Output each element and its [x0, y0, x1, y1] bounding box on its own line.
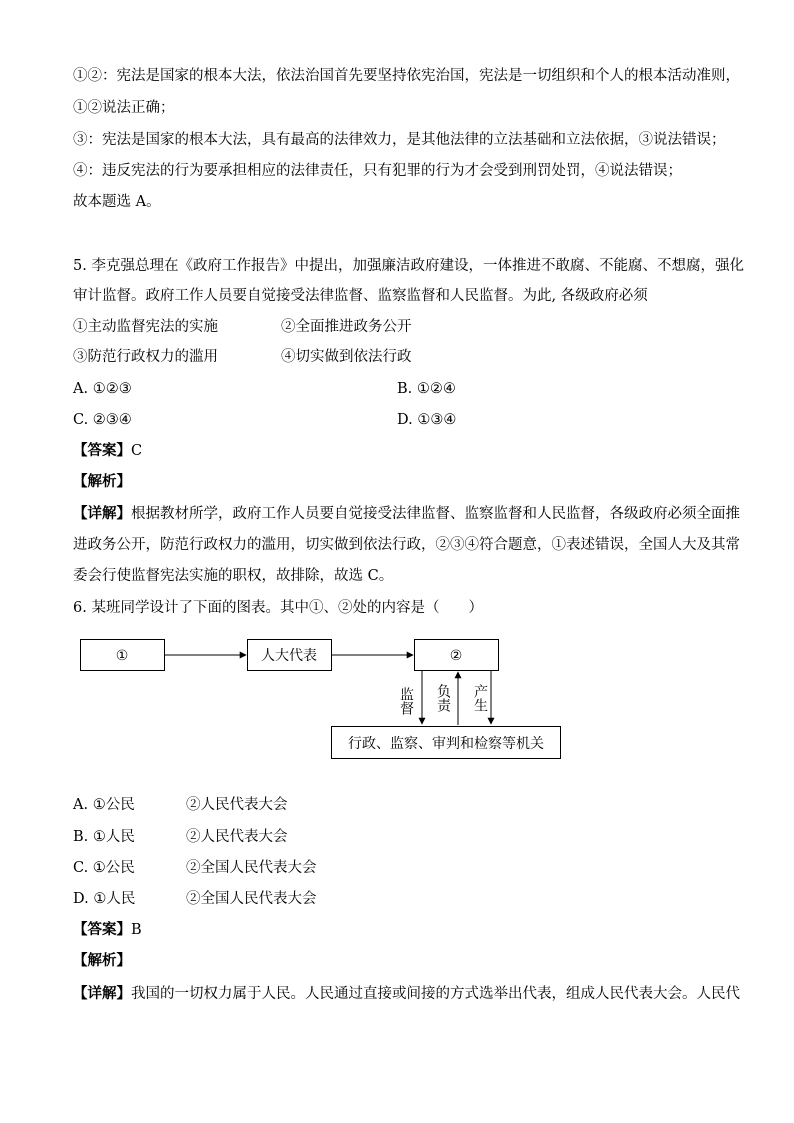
q5-item-1: ①主动监督宪法的实施 — [73, 319, 218, 335]
q6-option-d — [73, 889, 317, 909]
q5-answer-tag: 【答案】 — [73, 443, 131, 459]
q6-analysis — [73, 951, 131, 971]
q6-option-a-text: ②人民代表大会 — [186, 797, 288, 813]
q5-stem-line-2: 审计监督。政府工作人员要自觉接受法律监督、监察监督和人民监督。为此, 各级政府必须 — [73, 288, 648, 304]
q5-item-4: ④切实做到依法行政 — [281, 349, 412, 365]
diagram-box-deputies-label: 人大代表 — [261, 648, 317, 664]
q6-detail-text-1: 我国的一切权力属于人民。人民通过直接或间接的方式选举出代表，组成人民代表大会。人民代 — [131, 986, 740, 1002]
q5-detail-line-3: 委会行使监督宪法实施的职权，故排除，故选 C。 — [73, 568, 394, 584]
diagram-box-2-label: ② — [449, 648, 463, 664]
q6-analysis-tag: 【解析】 — [73, 953, 131, 969]
diagram-box-1-label: ① — [115, 648, 129, 664]
q6-detail-line-1 — [73, 984, 740, 1004]
q5-detail-line-2: 进政务公开，防范行政权力的滥用，切实做到依法行政，②③④符合题意，①表述错误，全国人大及其常 — [73, 537, 740, 553]
intro-line-2: ①②说法正确； — [73, 100, 175, 116]
q5-detail-tag: 【详解】 — [73, 506, 131, 522]
arrow-produce-label: 产生 — [472, 684, 488, 712]
q6-option-b-letter: B. ①人民 — [73, 829, 135, 845]
q6-detail-tag: 【详解】 — [73, 986, 131, 1002]
q6-option-b-text: ②人民代表大会 — [186, 829, 288, 845]
q5-detail-text-1: 根据教材所学，政府工作人员要自觉接受法律监督、监察监督和人民监督，各级政府必须全面推 — [131, 506, 740, 522]
q6-option-a-letter: A. ①公民 — [73, 797, 135, 813]
diagram-box-organs-label: 行政、监察、审判和检察等机关 — [348, 736, 544, 752]
arrow-supervise-label: 监督 — [398, 687, 414, 715]
intro-line-1: ①②：宪法是国家的根本大法，依法治国首先要坚持依宪治国，宪法是一切组织和个人的根本活动准则， — [73, 68, 740, 84]
q6-option-c-letter: C. ①公民 — [73, 860, 135, 876]
intro-line-3: ③：宪法是国家的根本大法，具有最高的法律效力，是其他法律的立法基础和立法依据，③说法错误； — [73, 132, 726, 148]
arrow-responsible-label: 负责 — [435, 684, 451, 712]
q6-option-a — [73, 795, 288, 815]
q5-option-b: B. ①②④ — [397, 381, 456, 397]
intro-line-4: ④：违反宪法的行为要承担相应的法律责任，只有犯罪的行为才会受到刑罚处罚，④说法错误； — [73, 163, 682, 179]
q5-answer-value: C — [131, 443, 143, 459]
q6-option-d-text: ②全国人民代表大会 — [186, 891, 317, 907]
q6-answer-tag: 【答案】 — [73, 922, 131, 938]
q6-option-c-text: ②全国人民代表大会 — [186, 860, 317, 876]
q6-option-b — [73, 827, 288, 847]
q5-item-3: ③防范行政权力的滥用 — [73, 349, 218, 365]
intro-line-5: 故本题选 A。 — [73, 194, 161, 210]
q5-item-2: ②全面推进政务公开 — [281, 319, 412, 335]
q5-analysis-tag: 【解析】 — [73, 474, 131, 490]
q6-answer-value: B — [131, 922, 142, 938]
q5-stem-line-1: 5. 李克强总理在《政府工作报告》中提出，加强廉洁政府建设，一体推进不敢腐、不能腐、不想腐，强化 — [73, 258, 744, 274]
q6-stem: 6. 某班同学设计了下面的图表。其中①、②处的内容是（ ） — [73, 600, 483, 616]
q5-option-c: C. ②③④ — [73, 412, 132, 428]
q6-answer — [73, 920, 142, 940]
q5-option-a: A. ①②③ — [73, 381, 132, 397]
q6-option-c — [73, 858, 317, 878]
q6-option-d-letter: D. ①人民 — [73, 891, 136, 907]
q5-option-d: D. ①③④ — [397, 412, 457, 428]
